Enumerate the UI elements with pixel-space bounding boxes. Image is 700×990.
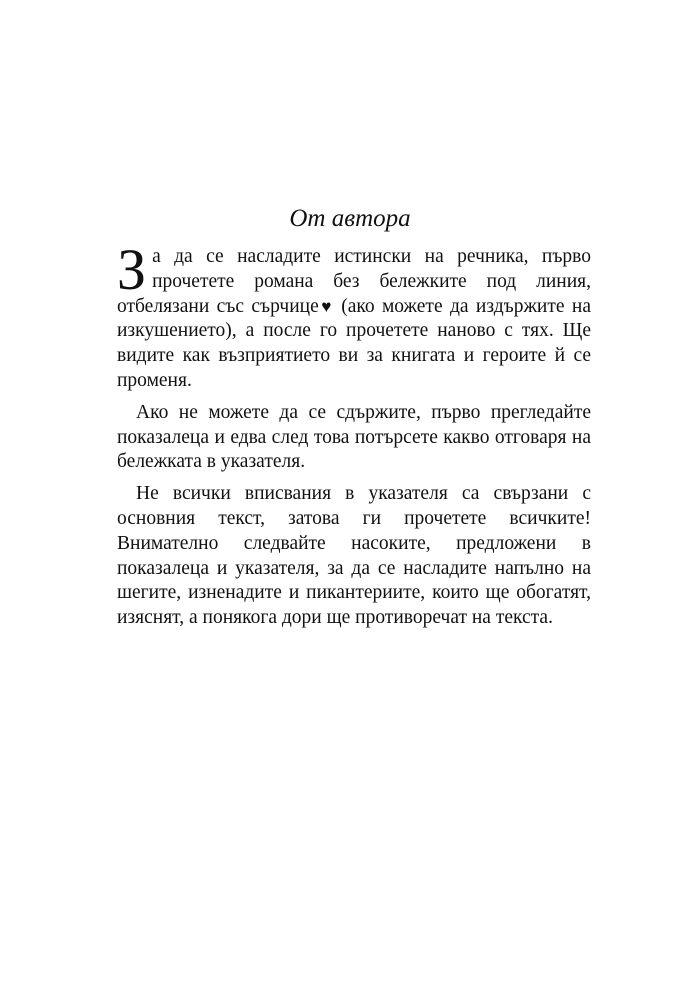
paragraph-2 — [117, 401, 591, 475]
drop-cap: З — [117, 237, 147, 302]
paragraph-1-text-b: (ако можете да издържите на изкушението), а после го прочетете наново с тях. Ще видите как възприятието ви за книгата и героите й се променя. — [117, 295, 592, 391]
paragraph-1-text-a: а да се насладите истински на речника, първо прочетете романа без бележките под линия, отбелязани със сърчице — [117, 246, 591, 317]
body-text — [117, 237, 592, 638]
paragraph-3-text: Не всички вписвания в указателя са свързани с основния текст, затова ги прочетете всичките! Внимателно следвайте насоките, предложени в показалеца и указателя, за да се насладите напълно на шегите, изненадите и пикантериите, които ще обогатят, изяснят, а понякога дори ще противоречат на текста. — [117, 483, 591, 629]
paragraph-3 — [117, 482, 591, 631]
paragraph-2-text: Ако не можете да се сдържите, първо прегледайте показалеца и едва след това потърсете какво отговаря на бележката в указателя. — [117, 401, 591, 473]
chapter-title: От автора — [289, 205, 411, 232]
heart-icon: ♥ — [318, 296, 334, 316]
paragraph-1 — [117, 237, 592, 394]
